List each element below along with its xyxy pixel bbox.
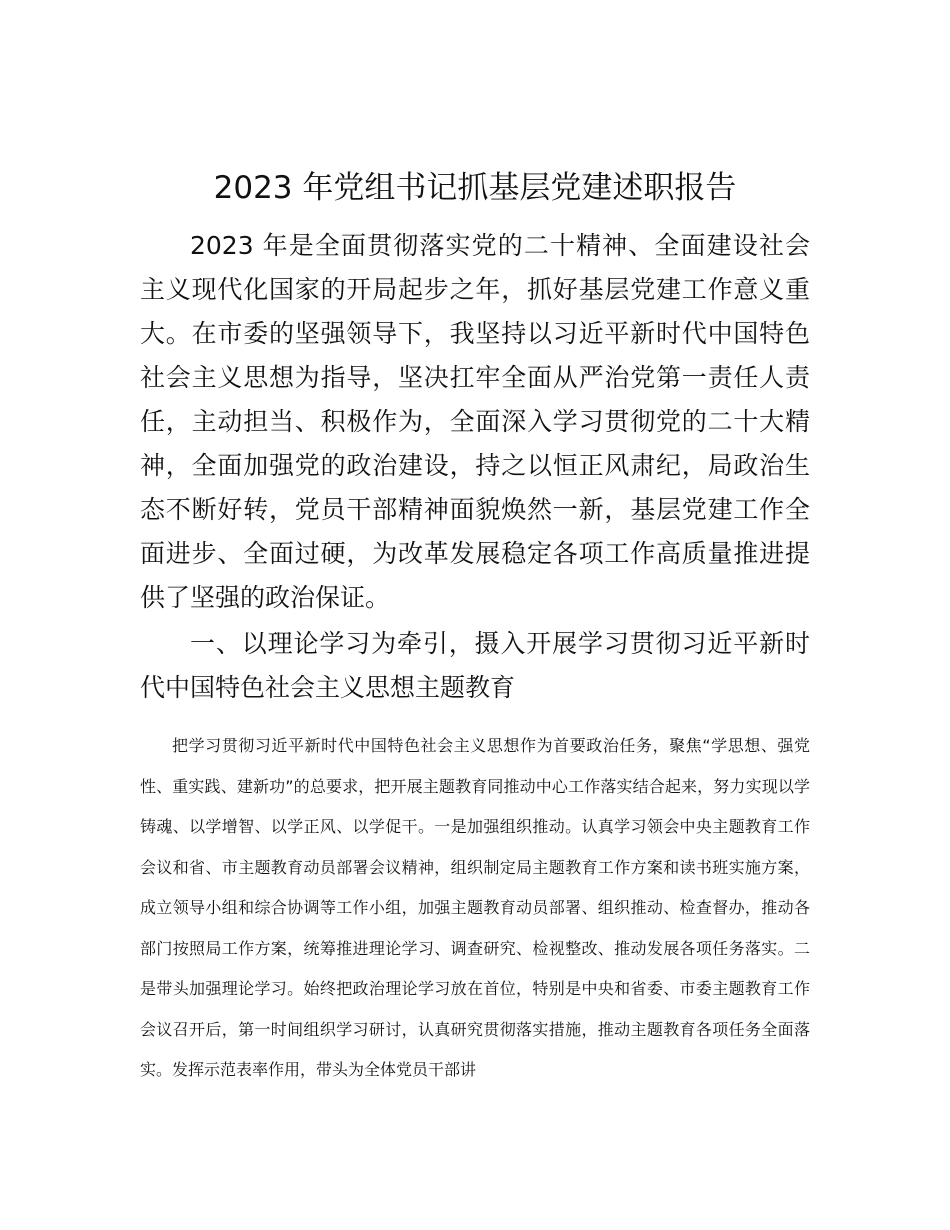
section-1-heading-block xyxy=(140,622,810,710)
section-1-body: 把学习贯彻习近平新时代中国特色社会主义思想作为首要政治任务，聚焦“学思想、强党性、重实践、建新功”的总要求，把开展主题教育同推动中心工作落实结合起来，努力实现以学铸魂、以学增智、以学正风、以学促干。一是加强组织推动。认真学习领会中央主题教育工作会议和省、市主题教育动员部署会议精神，组织制定局主题教育工作方案和读书班实施方案，成立领导小组和综合协调等工作小组，加强主题教育动员部署、组织推动、检查督办，推动各部门按照局工作方案，统筹推进理论学习、调查研究、检视整改、推动发展各项任务落实。二是带头加强理论学习。始终把政治理论学习放在首位，特别是中央和省委、市委主题教育工作会议召开后，第一时间组织学习研讨，认真研究贯彻落实措施，推动主题教育各项任务全面落实。发挥示范表率作用，带头为全体党员干部讲 xyxy=(140,736,810,1079)
section-1-heading: 一、以理论学习为牵引，摄入开展学习贯彻习近平新时代中国特色社会主义思想主题教育 xyxy=(140,629,810,702)
document-title: 2023 年党组书记抓基层党建述职报告 xyxy=(213,170,737,206)
section-1-body-block xyxy=(140,726,810,1091)
intro-section xyxy=(140,224,810,620)
intro-paragraph: 2023 年是全面贯彻落实党的二十精神、全面建设社会主义现代化国家的开局起步之年，抓好基层党建工作意义重大。在市委的坚强领导下，我坚持以习近平新时代中国特色社会主义思想为指导，坚决扛牢全面从严治党第一责任人责任，主动担当、积极作为，全面深入学习贯彻党的二十大精神，全面加强党的政治建设，持之以恒正风肃纪，局政治生态不断好转，党员干部精神面貌焕然一新，基层党建工作全面进步、全面过硬，为改革发展稳定各项工作高质量推进提供了坚强的政治保证。 xyxy=(140,231,810,612)
